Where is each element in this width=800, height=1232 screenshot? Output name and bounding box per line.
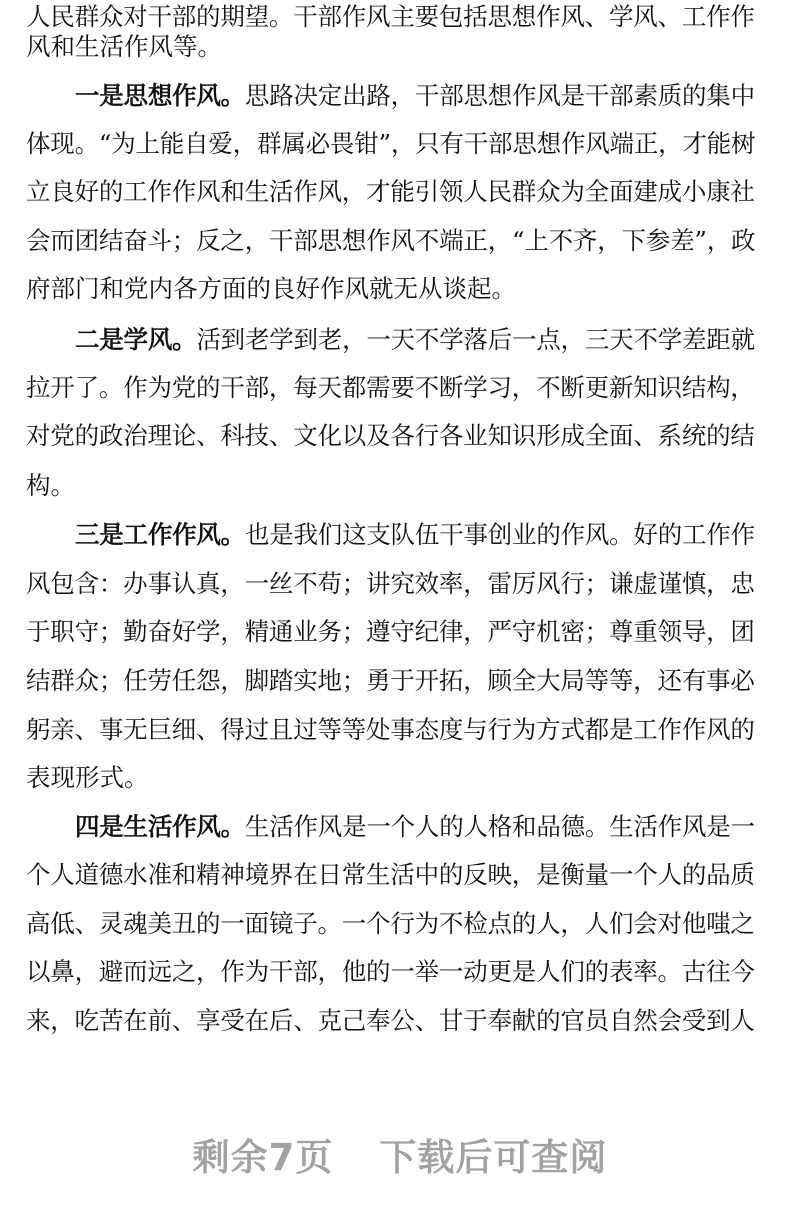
paragraph-text: 于职守；勤奋好学，精通业务；遵守纪律，严守机密；尊重领导，团	[26, 617, 755, 646]
paragraph-text: 结群众；任劳任怨，脚踏实地；勇于开拓，顾全大局等等，还有事必	[26, 666, 755, 695]
section-heading: 二是学风。	[75, 325, 197, 354]
paragraph-text: 人民群众对干部的期望。干部作风主要包括思想作风、学风、工作作	[26, 2, 755, 31]
text-line	[26, 119, 781, 168]
paragraph-text: 风包含：办事认真，一丝不苟；讲究效率，雷厉风行；谦虚谨慎，忠	[26, 569, 755, 598]
text-line	[26, 850, 781, 899]
text-line	[26, 559, 781, 608]
remaining-pages-label: 剩余7页	[192, 1136, 334, 1179]
download-prompt[interactable]	[0, 1128, 800, 1188]
text-line	[75, 315, 781, 364]
paragraph-text: 对党的政治理论、科技、文化以及各行各业知识形成全面、系统的结	[26, 421, 755, 450]
text-line	[26, 656, 781, 705]
paragraph-text: 也是我们这支队伍干事创业的作风。好的工作作	[244, 520, 755, 549]
paragraph-text: 构。	[26, 471, 75, 500]
section-heading: 三是工作作风。	[75, 520, 245, 549]
paragraph-text: 高低、灵魂美丑的一面镜子。一个行为不检点的人，人们会对他嗤之	[26, 909, 755, 938]
section-heading: 四是生活作风。	[75, 812, 245, 841]
text-line	[26, 899, 781, 948]
text-line	[26, 996, 781, 1045]
text-line	[26, 167, 781, 216]
text-line	[75, 802, 781, 851]
paragraph-text: 府部门和党内各方面的良好作风就无从谈起。	[26, 274, 516, 303]
text-line	[26, 216, 781, 265]
text-line	[26, 607, 781, 656]
text-line	[26, 22, 781, 71]
text-line	[26, 363, 781, 412]
text-line	[26, 753, 781, 802]
text-line	[26, 947, 781, 996]
paragraph-text: 个人道德水准和精神境界在日常生活中的反映，是衡量一个人的品质	[26, 860, 755, 889]
text-line	[26, 411, 781, 460]
paragraph-text: 思路决定出路，干部思想作风是干部素质的集中	[244, 81, 755, 110]
paragraph-text: 体现。“为上能自爱，群属必畏钳”，只有干部思想作风端正，才能树	[26, 129, 756, 158]
paragraph-text: 生活作风是一个人的人格和品德。生活作风是一	[244, 812, 755, 841]
paragraph-text: 以鼻，避而远之，作为干部，他的一举一动更是人们的表率。古往今	[26, 957, 755, 986]
paragraph-text: 立良好的工作作风和生活作风，才能引领人民群众为全面建成小康社	[26, 177, 755, 206]
paragraph-text: 风和生活作风等。	[26, 32, 222, 61]
text-line	[75, 510, 781, 559]
text-line	[75, 71, 781, 120]
paragraph-text: 躬亲、事无巨细、得过且过等等处事态度与行为方式都是工作作风的	[26, 715, 755, 744]
paragraph-text: 表现形式。	[26, 763, 149, 792]
paragraph-text: 来，吃苦在前、享受在后、克己奉公、甘于奉献的官员自然会受到人	[26, 1006, 755, 1035]
paragraph-text: 活到老学到老，一天不学落后一点，三天不学差距就	[196, 325, 755, 354]
paragraph-text: 拉开了。作为党的干部，每天都需要不断学习，不断更新知识结构，	[26, 373, 755, 402]
text-line	[26, 461, 781, 510]
text-line	[26, 264, 781, 313]
paragraph-text: 会而团结奋斗；反之，干部思想作风不端正，“上不齐，下参差”，政	[26, 226, 756, 255]
section-heading: 一是思想作风。	[75, 81, 245, 110]
download-to-view-label: 下载后可查阅	[379, 1136, 608, 1179]
text-line	[26, 705, 781, 754]
